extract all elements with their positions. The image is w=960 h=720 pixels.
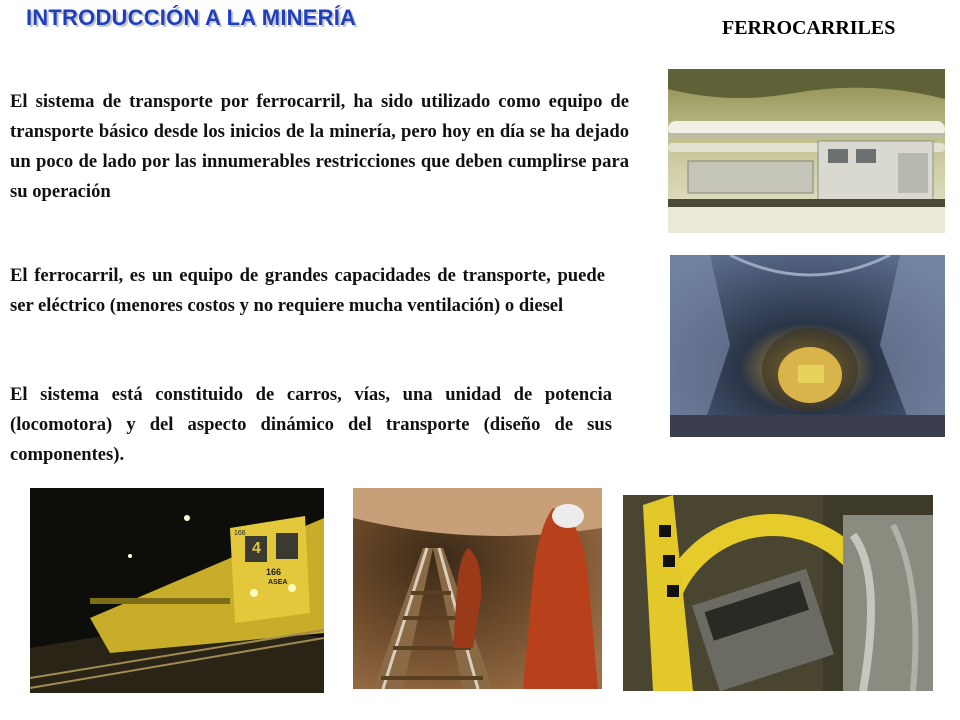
paragraph-intro: El sistema de transporte por ferrocarril, ha sido utilizado como equipo de transporte básico desde los inicios de la minería, pero hoy en día se ha dejado un poco de lado por las innumerables restricciones que deben cumplirse para su operación: [10, 91, 629, 202]
photo-tunnel-rock: [670, 255, 945, 437]
locomotive-plate-right: 166: [266, 567, 282, 577]
locomotive-plate-left: 4: [252, 540, 261, 557]
photo-tipper: [623, 495, 933, 691]
photo-rails: [353, 488, 602, 689]
page-title: INTRODUCCIÓN A LA MINERÍA: [26, 5, 357, 30]
section-label: FERROCARRILES: [722, 17, 896, 39]
photo-tunnel-pipes: [668, 69, 945, 233]
locomotive-brand: ASEA: [268, 579, 288, 586]
locomotive-side-number: 166: [234, 530, 246, 537]
photo-locomotive: [30, 488, 324, 693]
paragraph-capacity: El ferrocarril, es un equipo de grandes capacidades de transporte, puede ser eléctrico (menores costos y no requiere mucha ventilación) o diesel: [10, 265, 605, 316]
paragraph-components: El sistema está constituido de carros, vías, una unidad de potencia (locomotora) y del aspecto dinámico del transporte (diseño de sus componentes).: [10, 384, 612, 465]
